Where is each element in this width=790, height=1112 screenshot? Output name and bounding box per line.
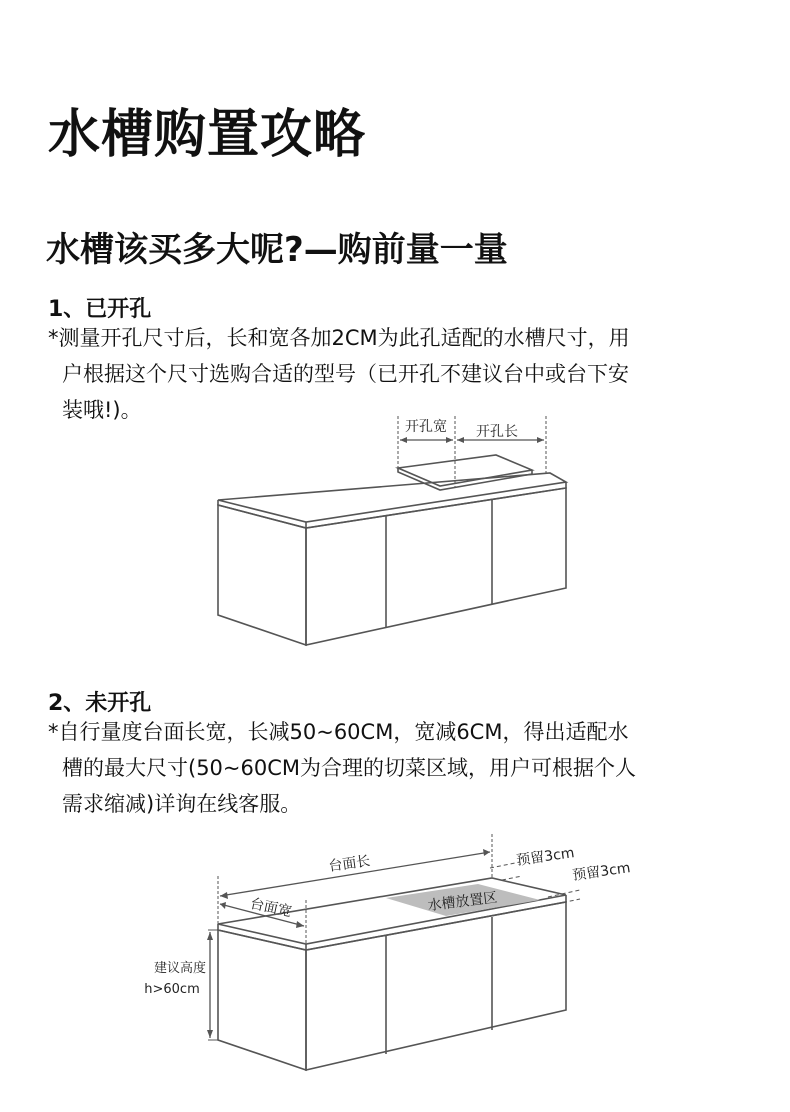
section2-text (48, 714, 748, 822)
section2-line-3: 需求缩减)详询在线客服。 (62, 792, 302, 816)
label-reserve-1: 预留3cm (515, 845, 576, 870)
label-sink-area: 水槽放置区 (426, 889, 499, 915)
section1-heading: 1、已开孔 (48, 297, 152, 322)
section2-line-1: *自行量度台面长宽，长减50~60CM，宽减6CM，得出适配水 (48, 720, 629, 744)
section1-line-2: 户根据这个尺寸选购合适的型号（已开孔不建议台中或台下安 (62, 362, 629, 386)
label-hole-length: 开孔长 (476, 424, 518, 440)
countertop-edge (218, 482, 566, 528)
label-height-1: 建议高度 (153, 961, 207, 976)
figure-cabinet-uncut (0, 830, 790, 1100)
label-counter-length: 台面长 (327, 853, 372, 875)
figure-cabinet-cut-hole (0, 400, 790, 660)
cabinet-side (218, 930, 306, 1070)
section1-line-3: 装哦!)。 (62, 398, 142, 422)
cabinet-side (218, 505, 306, 645)
label-reserve-2: 预留3cm (571, 860, 632, 885)
label-counter-width: 台面宽 (248, 895, 294, 921)
page-subtitle: 水槽该买多大呢?—购前量一量 (46, 230, 508, 270)
cabinet-front (306, 488, 566, 645)
section2-heading: 2、未开孔 (48, 691, 152, 716)
section2-line-2: 槽的最大尺寸(50~60CM为合理的切菜区域，用户可根据个人 (62, 756, 637, 780)
label-hole-width: 开孔宽 (405, 419, 447, 435)
cabinet-front (306, 902, 566, 1070)
label-height-2: h>60cm (144, 982, 200, 997)
section1-line-1: *测量开孔尺寸后，长和宽各加2CM为此孔适配的水槽尺寸，用 (48, 326, 630, 350)
page-title: 水槽购置攻略 (48, 105, 367, 165)
